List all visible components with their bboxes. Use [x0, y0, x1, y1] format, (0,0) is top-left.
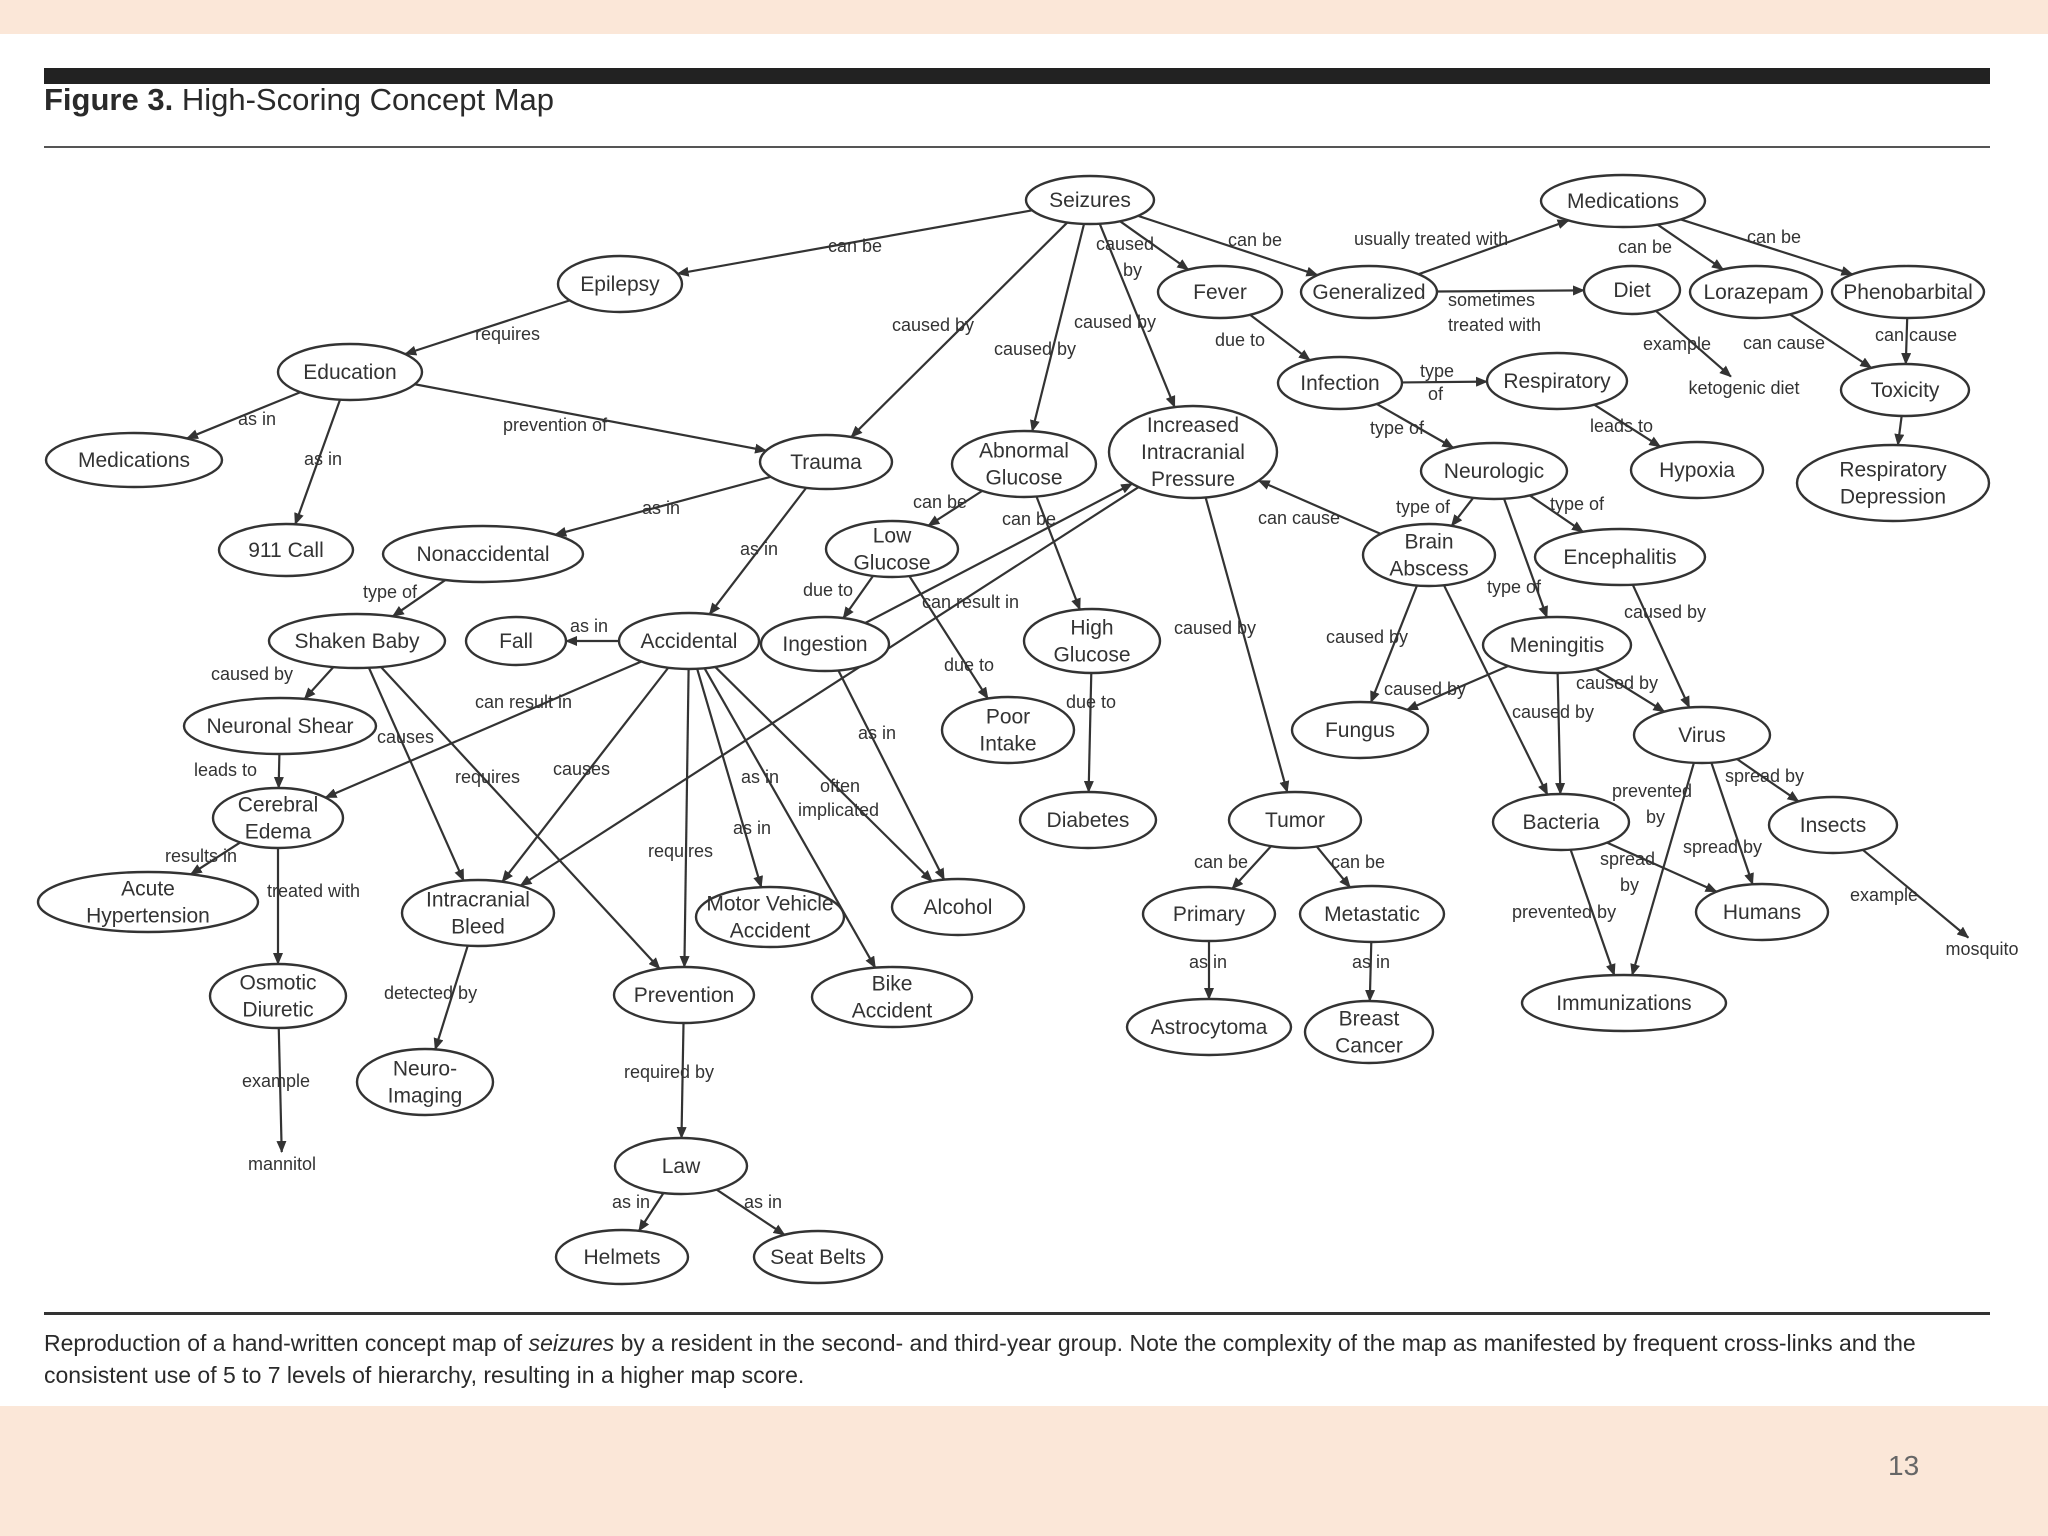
concept-node-accidental [619, 613, 759, 669]
concept-node-label: Shaken Baby [294, 630, 420, 653]
concept-node-label: Diabetes [1046, 809, 1130, 832]
figure-title-text: High-Scoring Concept Map [181, 82, 555, 117]
link-label: can cause [1258, 508, 1341, 528]
link-label: often [820, 776, 861, 796]
concept-node-lorazepam [1690, 266, 1822, 318]
concept-node-phenobarbital [1832, 266, 1984, 318]
link-label: requires [648, 841, 714, 861]
page-number: 13 [1888, 1450, 1920, 1481]
concept-node-tumor [1229, 792, 1361, 848]
link-label: type of [1487, 577, 1542, 597]
link-label: can be [1194, 852, 1249, 872]
link-label: caused by [1384, 679, 1467, 699]
concept-node-bike-accident [812, 967, 972, 1027]
link-infection-respiratory [1402, 382, 1487, 383]
concept-node-meningitis [1483, 617, 1631, 673]
concept-node-label: Low Glucose [853, 524, 931, 575]
concept-node-mva [696, 887, 844, 947]
link-label: due to [803, 580, 854, 600]
link-shaken_baby-neuronal_shear [305, 667, 334, 699]
link-label: can result in [475, 692, 573, 712]
link-label: caused by [1576, 673, 1659, 693]
link-label: due to [944, 655, 995, 675]
link-label: leads to [194, 760, 258, 780]
link-label: type of [1370, 418, 1425, 438]
link-label: leads to [1590, 416, 1654, 436]
concept-node-label: Bike Accident [851, 972, 933, 1023]
link-label: required by [624, 1062, 715, 1082]
link-label: caused [1096, 234, 1155, 254]
concept-node-label: Medications [77, 449, 191, 472]
link-label: as in [858, 723, 897, 743]
concept-node-label: High Glucose [1053, 616, 1131, 667]
link-accidental-prevention [684, 669, 688, 967]
concept-node-respiratory [1487, 353, 1627, 409]
link-label: as in [740, 539, 779, 559]
concept-node-label: Brain Abscess [1389, 530, 1469, 581]
concept-node-seizures [1026, 176, 1154, 224]
concept-node-label: Insects [1799, 814, 1867, 837]
link-label: caused by [1326, 627, 1409, 647]
concept-node-fever [1158, 266, 1282, 318]
link-label: caused by [211, 664, 294, 684]
concept-node-label: Education [303, 361, 397, 384]
link-shaken_baby-intracranial_bleed [369, 668, 464, 881]
concept-node-label: Increased Intracranial Pressure [1141, 414, 1245, 491]
link-label: results in [165, 846, 238, 866]
caption-italic: seizures [528, 1330, 615, 1356]
link-label: implicated [798, 800, 880, 820]
concept-node-label: Virus [1678, 724, 1726, 747]
free-text-mosquito: mosquito [1945, 939, 2019, 959]
concept-node-medications-top [1541, 175, 1705, 227]
concept-node-epilepsy [558, 256, 682, 312]
concept-node-label: Fall [499, 630, 533, 653]
concept-node-label: Motor Vehicle Accident [706, 892, 834, 943]
concept-node-alcohol [892, 879, 1024, 935]
concept-node-poor-intake [942, 697, 1074, 763]
concept-node-shaken-baby [269, 614, 445, 668]
concept-node-call911 [219, 524, 353, 576]
link-label: example [1850, 885, 1919, 905]
link-label: can be [913, 492, 968, 512]
concept-node-label: Acute Hypertension [86, 877, 210, 928]
link-label: prevention of [503, 415, 608, 435]
concept-node-trauma [760, 435, 892, 489]
concept-node-label: Breast Cancer [1335, 1007, 1403, 1058]
link-label: as in [733, 818, 772, 838]
concept-node-virus [1634, 707, 1770, 763]
concept-node-label: Alcohol [923, 896, 993, 919]
link-icp-tumor [1206, 497, 1288, 792]
free-text-mannitol: mannitol [247, 1154, 317, 1174]
concept-node-medications-left [46, 433, 222, 487]
concept-node-label: Lorazepam [1703, 281, 1809, 304]
concept-node-label: Respiratory Depression [1839, 458, 1947, 509]
link-label: caused by [1624, 602, 1707, 622]
concept-node-prevention [614, 967, 754, 1023]
concept-node-label: Tumor [1265, 809, 1325, 832]
link-label: by [1646, 807, 1666, 827]
concept-node-label: Phenobarbital [1843, 281, 1973, 304]
concept-node-label: Cerebral Edema [237, 793, 319, 844]
link-label: sometimes [1448, 290, 1536, 310]
link-neurologic-brain_abscess [1452, 498, 1474, 526]
link-label: spread by [1683, 837, 1763, 857]
concept-node-label: Bacteria [1522, 811, 1600, 834]
link-label: usually treated with [1354, 229, 1509, 249]
concept-node-label: Toxicity [1870, 379, 1940, 402]
link-label: can be [828, 236, 883, 256]
concept-node-label: Encephalitis [1563, 546, 1677, 569]
concept-node-label: Astrocytoma [1150, 1016, 1268, 1039]
concept-node-neuroimaging [357, 1049, 493, 1115]
concept-node-label: Immunizations [1556, 992, 1692, 1015]
concept-node-nonaccidental [383, 526, 583, 582]
concept-node-label: Helmets [583, 1246, 661, 1269]
link-label: causes [377, 727, 435, 747]
caption-rule [44, 1312, 1990, 1315]
link-label: spread [1600, 849, 1656, 869]
link-label: can be [1228, 230, 1283, 250]
concept-node-label: Neurologic [1443, 460, 1545, 483]
concept-node-label: Neuronal Shear [206, 715, 354, 738]
concept-node-label: Medications [1566, 190, 1680, 213]
concept-node-insects [1769, 797, 1897, 853]
link-label: as in [744, 1192, 783, 1212]
link-label: as in [238, 409, 277, 429]
link-label: as in [741, 767, 780, 787]
link-label: caused by [994, 339, 1077, 359]
concept-node-label: Humans [1722, 901, 1802, 924]
link-label: can be [1002, 509, 1057, 529]
figure-label: Figure 3. [44, 82, 174, 117]
link-label: as in [304, 449, 343, 469]
link-label: prevented [1612, 781, 1693, 801]
concept-node-hypoxia [1631, 442, 1763, 498]
link-label: type of [1550, 494, 1605, 514]
concept-node-neuronal-shear [184, 698, 376, 754]
concept-node-immunizations [1522, 975, 1726, 1031]
link-label: spread by [1725, 766, 1805, 786]
link-label: treated with [1448, 315, 1542, 335]
link-ingestion-alcohol [838, 670, 944, 879]
concept-node-label: Intracranial Bleed [426, 888, 530, 939]
concept-node-law [615, 1138, 747, 1194]
link-label: by [1620, 875, 1640, 895]
concept-node-breast-cancer [1305, 1001, 1433, 1063]
concept-node-label: Fever [1193, 281, 1247, 304]
link-label: can cause [1743, 333, 1826, 353]
concept-node-label: Primary [1172, 903, 1246, 926]
concept-node-astrocytoma [1127, 999, 1291, 1055]
concept-node-acute-htn [38, 872, 258, 932]
link-label: can be [1331, 852, 1386, 872]
concept-node-label: Ingestion [782, 633, 868, 656]
link-label: caused by [1512, 702, 1595, 722]
link-meningitis-bacteria [1558, 673, 1561, 794]
link-label: as in [1189, 952, 1228, 972]
concept-node-label: Diet [1613, 279, 1651, 302]
concept-node-label: Meningitis [1509, 634, 1605, 657]
concept-node-neurologic [1421, 443, 1567, 499]
concept-node-label: Seizures [1049, 189, 1131, 212]
concept-node-resp-depression [1797, 445, 1989, 521]
concept-node-primary [1143, 887, 1275, 941]
link-label: caused by [892, 315, 975, 335]
link-label: treated with [267, 881, 361, 901]
concept-node-low-glucose [826, 521, 958, 577]
concept-node-osmotic-diuretic [210, 964, 346, 1028]
link-label: of [1428, 384, 1444, 404]
link-toxicity-resp_depression [1898, 416, 1902, 445]
concept-node-metastatic [1300, 886, 1444, 942]
link-label: type of [1396, 497, 1451, 517]
concept-node-label: Seat Belts [770, 1246, 866, 1269]
concept-node-humans [1696, 884, 1828, 940]
link-label: type [1420, 361, 1455, 381]
concept-node-label: Osmotic Diuretic [239, 971, 317, 1022]
concept-node-education [278, 344, 422, 400]
link-label: can cause [1875, 325, 1958, 345]
concept-node-label: Infection [1300, 372, 1380, 395]
link-label: can be [1618, 237, 1673, 257]
concept-node-label: 911 Call [248, 539, 324, 562]
link-label: caused by [1074, 312, 1157, 332]
concept-node-icp [1109, 406, 1277, 498]
link-label: example [1643, 334, 1712, 354]
link-label: prevented by [1512, 902, 1617, 922]
concept-node-seat-belts [754, 1231, 882, 1283]
link-label: example [242, 1071, 311, 1091]
concept-node-intracranial-bleed [402, 880, 554, 946]
link-neuronal_shear-cerebral_edema [279, 754, 280, 788]
link-high_glucose-diabetes [1089, 673, 1092, 792]
link-label: as in [1352, 952, 1391, 972]
caption-part1: Reproduction of a hand-written concept map of [44, 1330, 529, 1356]
concept-node-label: Neuro-Imaging [387, 1057, 463, 1108]
concept-node-label: Abnormal Glucose [979, 439, 1069, 490]
concept-node-ingestion [761, 617, 889, 671]
concept-node-label: Respiratory [1503, 370, 1611, 393]
link-label: detected by [384, 983, 478, 1003]
figure-caption [44, 1327, 1994, 1391]
concept-node-label: Poor Intake [979, 705, 1037, 756]
link-label: by [1123, 260, 1143, 280]
concept-node-diet [1584, 266, 1680, 314]
concept-node-label: Prevention [633, 984, 735, 1007]
concept-node-abnormal-glucose [952, 431, 1096, 497]
concept-node-label: Accidental [640, 630, 738, 653]
concept-node-helmets [556, 1230, 688, 1284]
concept-node-label: Fungus [1324, 719, 1396, 742]
concept-node-infection [1278, 357, 1402, 409]
link-label: as in [642, 498, 681, 518]
link-label: requires [455, 767, 521, 787]
caption-part2: by a resident in the second- and third-year group. Note the complexity of the map as manifested by frequent cross-links and the consistent use of 5 to 7 levels of hierarchy, resulting in a higher map score. [44, 1330, 1916, 1388]
concept-node-cerebral-edema [213, 788, 343, 848]
concept-node-brain-abscess [1363, 524, 1495, 586]
concept-node-diabetes [1020, 792, 1156, 848]
free-text-ketogenic-diet: ketogenic diet [1688, 378, 1800, 398]
concept-node-label: Generalized [1312, 281, 1426, 304]
concept-node-fall [466, 617, 566, 665]
concept-node-outline [1797, 445, 1989, 521]
concept-node-label: Trauma [790, 451, 862, 474]
link-label: as in [612, 1192, 651, 1212]
concept-node-label: Epilepsy [580, 273, 660, 296]
link-label: caused by [1174, 618, 1257, 638]
concept-node-generalized [1301, 266, 1437, 318]
link-label: due to [1215, 330, 1266, 350]
link-label: can be [1747, 227, 1802, 247]
link-label: can result in [922, 592, 1020, 612]
concept-node-high-glucose [1024, 609, 1160, 673]
concept-node-toxicity [1841, 364, 1969, 416]
link-label: requires [475, 324, 541, 344]
link-label: type of [363, 582, 418, 602]
concept-node-label: Law [661, 1155, 701, 1178]
concept-node-label: Nonaccidental [416, 543, 550, 566]
concept-node-fungus [1292, 702, 1428, 758]
link-label: due to [1066, 692, 1117, 712]
link-label: as in [570, 616, 609, 636]
concept-node-encephalitis [1535, 529, 1705, 585]
link-label: causes [553, 759, 611, 779]
concept-node-bacteria [1493, 794, 1629, 850]
concept-node-label: Metastatic [1324, 903, 1420, 926]
concept-node-label: Hypoxia [1659, 459, 1735, 482]
